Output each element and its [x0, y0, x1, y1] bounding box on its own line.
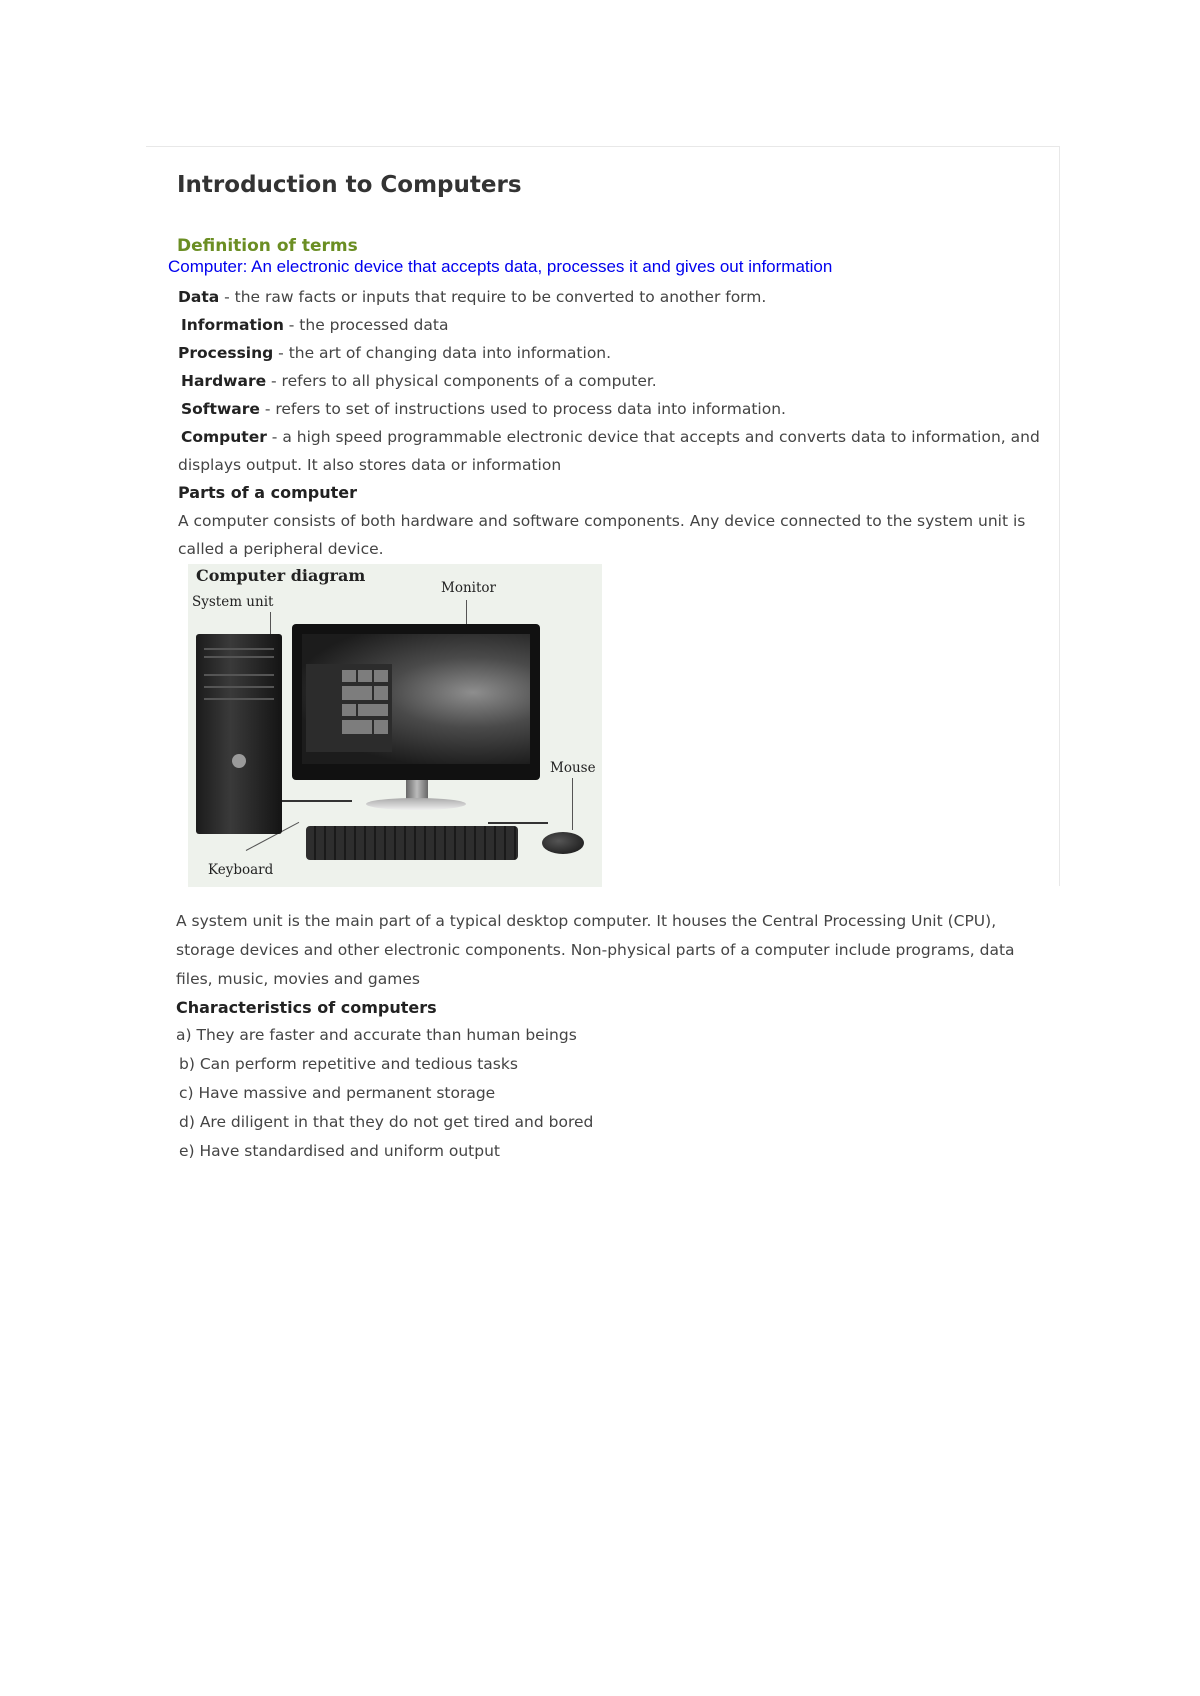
characteristic-item: c) Have massive and permanent storage [179, 1084, 496, 1102]
page-title: Introduction to Computers [177, 172, 522, 198]
label-mouse: Mouse [550, 760, 596, 776]
start-menu-graphic [306, 664, 392, 752]
monitor-screen [302, 634, 530, 764]
definition-heading: Definition of terms [177, 236, 358, 256]
mouse-pointer [572, 778, 573, 830]
cable [282, 800, 352, 802]
parts-heading: Parts of a computer [178, 483, 357, 502]
monitor-stand [406, 780, 428, 800]
brand-logo-icon [232, 754, 246, 768]
term-label: Hardware [181, 372, 267, 390]
term-software [181, 400, 786, 418]
term-label: Information [181, 316, 284, 334]
term-data [178, 288, 766, 306]
computer-diagram [188, 564, 602, 887]
system-unit-text-line-3: files, music, movies and games [176, 970, 420, 988]
monitor-pointer [466, 600, 467, 624]
diagram-title: Computer diagram [196, 566, 366, 585]
system-unit-image [196, 634, 282, 834]
characteristic-item: d) Are diligent in that they do not get tired and bored [179, 1113, 594, 1131]
term-processing [178, 344, 611, 362]
label-monitor: Monitor [441, 580, 496, 596]
term-hardware [181, 372, 657, 390]
system-unit-text-line-2: storage devices and other electronic components. Non-physical parts of a computer include programs, data [176, 941, 1015, 959]
monitor-image [292, 624, 540, 780]
system-unit-text-line-1: A system unit is the main part of a typical desktop computer. It houses the Central Processing Unit (CPU), [176, 912, 997, 930]
term-label: Data [178, 288, 220, 306]
term-definition: - the art of changing data into information. [273, 344, 612, 362]
term-label: Software [181, 400, 260, 418]
computer-definition-continued: displays output. It also stores data or information [178, 456, 562, 474]
monitor-base [366, 798, 466, 810]
term-definition: - the processed data [283, 316, 449, 334]
mouse-image [542, 832, 584, 854]
term-information [181, 316, 448, 334]
label-system-unit: System unit [192, 594, 274, 610]
characteristic-item: b) Can perform repetitive and tedious tasks [179, 1055, 518, 1073]
computer-definition-highlight: Computer: An electronic device that accepts data, processes it and gives out information [168, 257, 833, 276]
term-label: Processing [178, 344, 274, 362]
term-definition: - a high speed programmable electronic device that accepts and converts data to information, and [266, 428, 1040, 446]
term-definition: - refers to all physical components of a computer. [266, 372, 657, 390]
label-keyboard: Keyboard [208, 862, 274, 878]
parts-text-line-1: A computer consists of both hardware and software components. Any device connected to the system unit is [178, 512, 1026, 530]
keyboard-image [306, 826, 518, 860]
term-label: Computer [181, 428, 267, 446]
term-computer [181, 428, 1040, 446]
system-unit-pointer [270, 612, 271, 634]
characteristics-heading: Characteristics of computers [176, 998, 437, 1017]
characteristic-item: a) They are faster and accurate than human beings [176, 1026, 577, 1044]
characteristic-item: e) Have standardised and uniform output [179, 1142, 500, 1160]
cable [488, 822, 548, 824]
term-definition: - refers to set of instructions used to process data into information. [259, 400, 786, 418]
term-definition: - the raw facts or inputs that require to be converted to another form. [219, 288, 767, 306]
parts-text-line-2: called a peripheral device. [178, 540, 384, 558]
